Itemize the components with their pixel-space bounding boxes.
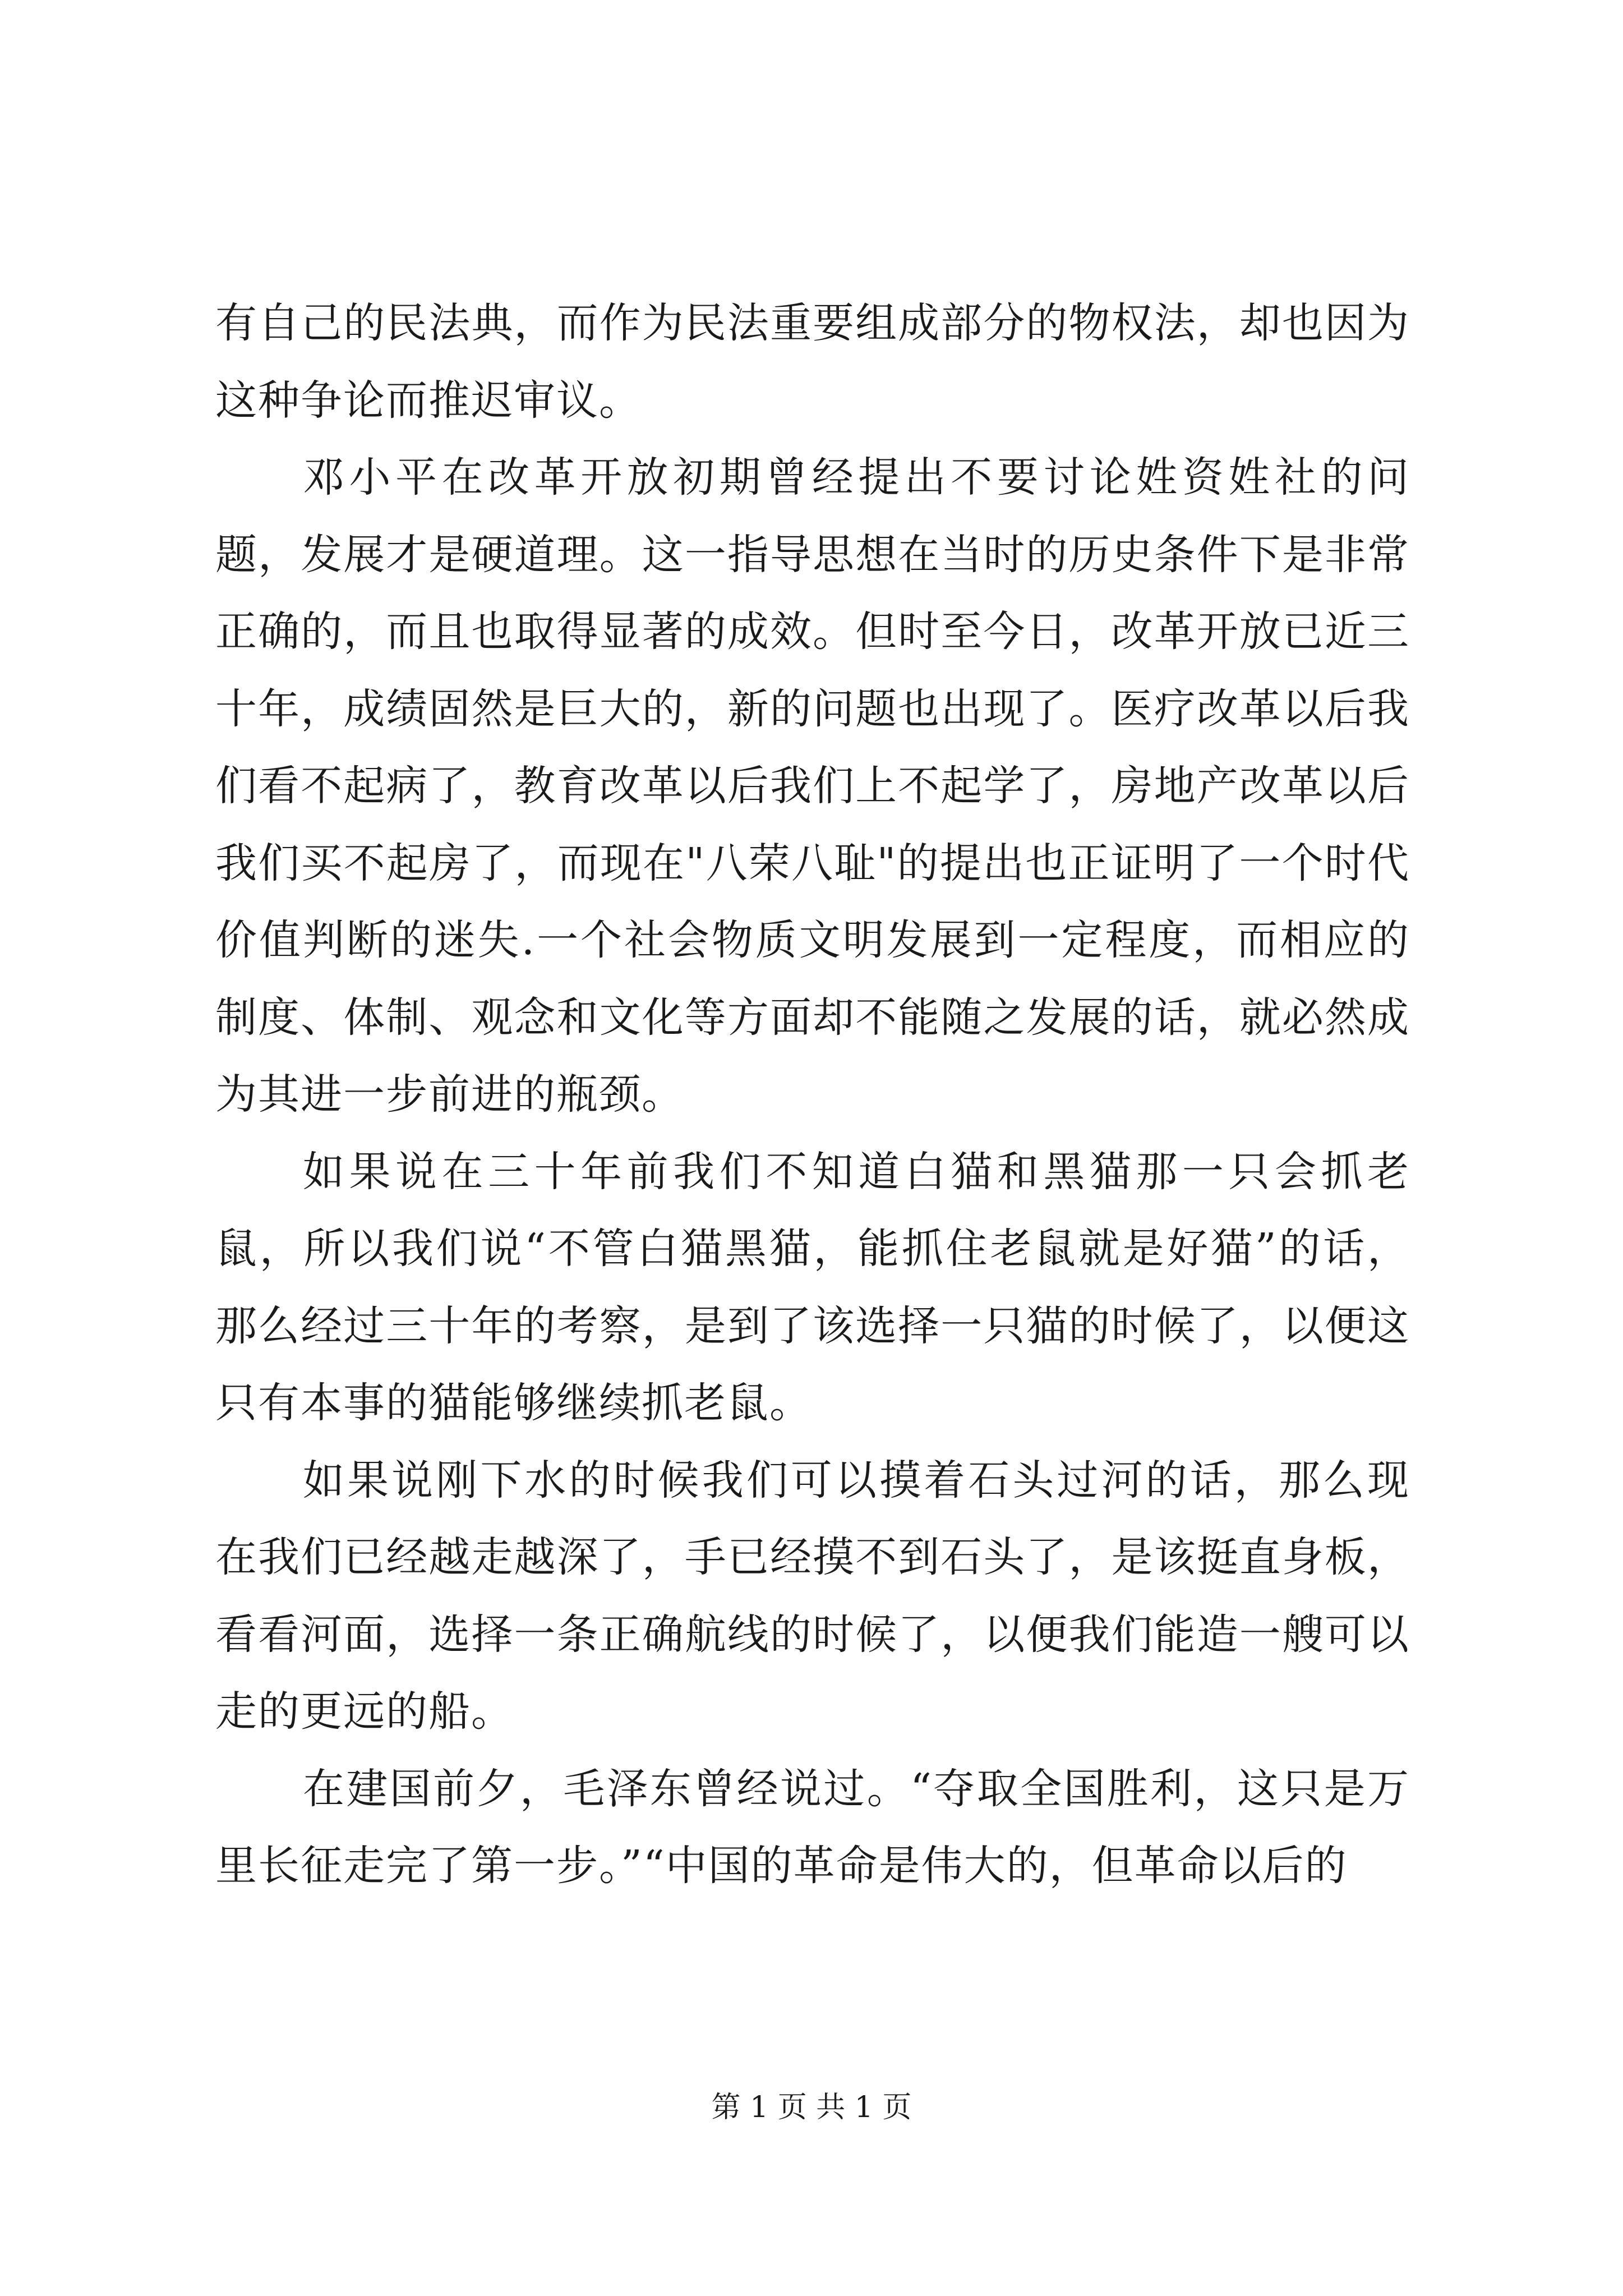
paragraph-1: 有自己的民法典，而作为民法重要组成部分的物权法，却也因为这种争论而推迟审议。 — [215, 299, 1410, 425]
paragraph-2: 邓小平在改革开放初期曾经提出不要讨论姓资姓社的问题，发展才是硬道理。这一指导思想在当时的历史条件下是非常正确的，而且也取得显著的成效。但时至今日，改革开放已近三十年，成绩固然是巨大的，新的问题也出现了。医疗改革以后我们看不起病了，教育改革以后我们上不起学了，房地产改革以后我们买不起房了，而现在"八荣八耻"的提出也正证明了一个时代价值判断的迷失.一个社会物质文明发展到一定程度，而相应的制度、体制、观念和文化等方面却不能随之发展的话，就必然成为其进一步前进的瓶颈。 — [215, 453, 1410, 1119]
page-footer: 第 1 页 共 1 页 — [711, 2091, 912, 2124]
paragraph-5: 在建国前夕，毛泽东曾经说过。“夺取全国胜利，这只是万里长征走完了第一步。”“中国的革命是伟大的，但革命以后的 — [215, 1764, 1410, 1890]
document-body — [215, 285, 1410, 1905]
paragraph-4: 如果说刚下水的时候我们可以摸着石头过河的话，那么现在我们已经越走越深了，手已经摸不到石头了，是该挺直身板，看看河面，选择一条正确航线的时候了，以便我们能造一艘可以走的更远的船。 — [215, 1456, 1410, 1736]
paragraph-3: 如果说在三十年前我们不知道白猫和黑猫那一只会抓老鼠，所以我们说“不管白猫黑猫，能抓住老鼠就是好猫”的话，那么经过三十年的考察，是到了该选择一只猫的时候了，以便这只有本事的猫能够继续抓老鼠。 — [215, 1147, 1410, 1427]
